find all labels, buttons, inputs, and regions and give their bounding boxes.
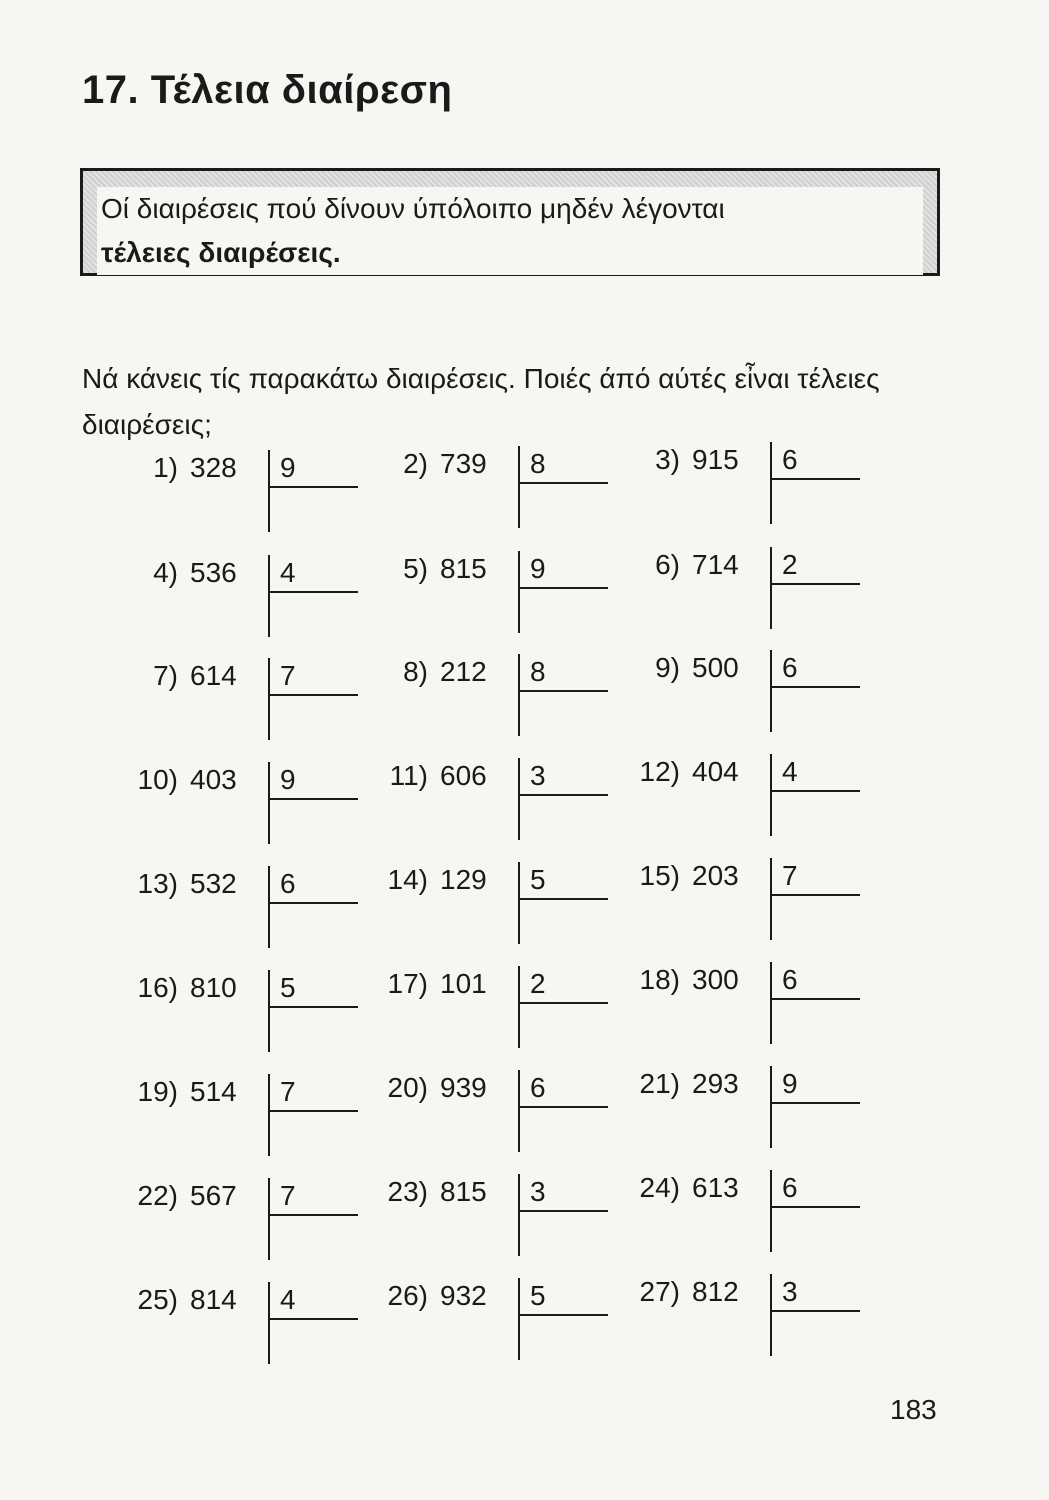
divisor: 4 — [280, 1284, 296, 1315]
division-vertical-line — [770, 1170, 772, 1252]
dividend: 500 — [692, 652, 739, 683]
exercise-number: 25) — [137, 1284, 178, 1315]
division-horizontal-line — [518, 1314, 608, 1316]
exercise-number: 11) — [389, 760, 428, 791]
divisor: 7 — [280, 1180, 296, 1211]
dividend: 293 — [692, 1068, 739, 1099]
division-vertical-line — [518, 1070, 520, 1152]
division-item — [128, 1074, 398, 1156]
dividend: 810 — [190, 972, 237, 1003]
dividend: 403 — [190, 764, 237, 795]
exercise-number: 14) — [387, 864, 428, 895]
division-item — [630, 442, 900, 524]
exercise-number: 12) — [639, 756, 680, 787]
division-horizontal-line — [518, 1106, 608, 1108]
division-vertical-line — [518, 1174, 520, 1256]
divisor: 4 — [782, 756, 798, 787]
division-vertical-line — [770, 1274, 772, 1356]
division-horizontal-line — [518, 587, 608, 589]
exercise-number: 17) — [387, 968, 428, 999]
division-vertical-line — [770, 650, 772, 732]
dividend: 129 — [440, 864, 487, 895]
division-vertical-line — [518, 654, 520, 736]
division-vertical-line — [770, 442, 772, 524]
division-horizontal-line — [268, 591, 358, 593]
division-horizontal-line — [518, 794, 608, 796]
divisor: 6 — [782, 964, 798, 995]
division-horizontal-line — [268, 1110, 358, 1112]
division-item — [630, 1274, 900, 1356]
division-item — [630, 962, 900, 1044]
division-horizontal-line — [268, 1318, 358, 1320]
division-horizontal-line — [770, 894, 860, 896]
division-item — [128, 1282, 398, 1364]
dividend: 328 — [190, 452, 237, 483]
dividend: 613 — [692, 1172, 739, 1203]
division-horizontal-line — [770, 686, 860, 688]
division-item — [630, 858, 900, 940]
dividend: 812 — [692, 1276, 739, 1307]
dividend: 536 — [190, 557, 237, 588]
division-vertical-line — [268, 1074, 270, 1156]
exercise-number: 7) — [153, 660, 178, 691]
division-horizontal-line — [268, 1006, 358, 1008]
dividend: 915 — [692, 444, 739, 475]
divisor: 2 — [782, 549, 798, 580]
page-number: 183 — [890, 1394, 937, 1425]
division-horizontal-line — [518, 690, 608, 692]
rule-sentence: Οί διαιρέσεις πού δίνουν ύπόλοιπο μηδέν λέγονται — [101, 193, 725, 224]
division-vertical-line — [770, 858, 772, 940]
exercise-number: 9) — [655, 652, 680, 683]
exercise-number: 27) — [639, 1276, 680, 1307]
dividend: 212 — [440, 656, 487, 687]
division-vertical-line — [268, 658, 270, 740]
exercise-number: 22) — [137, 1180, 178, 1211]
division-item — [128, 866, 398, 948]
divisor: 5 — [280, 972, 296, 1003]
division-item — [378, 966, 648, 1048]
exercise-number: 16) — [137, 972, 178, 1003]
dividend: 203 — [692, 860, 739, 891]
dividend: 815 — [440, 1176, 487, 1207]
divisor: 4 — [280, 557, 296, 588]
dividend: 101 — [440, 968, 487, 999]
exercise-number: 8) — [403, 656, 428, 687]
exercise-number: 1) — [153, 452, 178, 483]
divisor: 3 — [530, 760, 546, 791]
exercise-number: 19) — [137, 1076, 178, 1107]
division-horizontal-line — [268, 486, 358, 488]
dividend: 614 — [190, 660, 237, 691]
exercise-number: 26) — [387, 1280, 428, 1311]
dividend: 404 — [692, 756, 739, 787]
divisor: 6 — [782, 1172, 798, 1203]
division-vertical-line — [770, 754, 772, 836]
dividend: 300 — [692, 964, 739, 995]
division-horizontal-line — [770, 1206, 860, 1208]
division-item — [630, 1170, 900, 1252]
division-horizontal-line — [268, 902, 358, 904]
division-horizontal-line — [268, 694, 358, 696]
division-item — [128, 450, 398, 532]
divisor: 9 — [280, 452, 296, 483]
division-item — [378, 446, 648, 528]
division-vertical-line — [518, 551, 520, 633]
exercise-number: 23) — [387, 1176, 428, 1207]
exercise-instructions: Νά κάνεις τίς παρακάτω διαιρέσεις. Ποιές άπό αύτές εἶναι τέλειες διαιρέσεις; — [82, 363, 880, 440]
divisor: 7 — [280, 1076, 296, 1107]
division-horizontal-line — [268, 1214, 358, 1216]
division-item — [630, 547, 900, 629]
dividend: 606 — [440, 760, 487, 791]
rule-term: τέλειες διαιρέσεις. — [101, 237, 341, 268]
divisor: 6 — [530, 1072, 546, 1103]
divisor: 6 — [782, 652, 798, 683]
divisor: 5 — [530, 864, 546, 895]
dividend: 815 — [440, 553, 487, 584]
division-horizontal-line — [268, 798, 358, 800]
exercise-number: 21) — [639, 1068, 680, 1099]
exercise-number: 15) — [639, 860, 680, 891]
divisor: 7 — [280, 660, 296, 691]
division-vertical-line — [268, 450, 270, 532]
division-horizontal-line — [770, 478, 860, 480]
dividend: 714 — [692, 549, 739, 580]
division-item — [378, 551, 648, 633]
division-item — [630, 650, 900, 732]
division-item — [378, 1174, 648, 1256]
exercise-number: 6) — [655, 549, 680, 580]
division-vertical-line — [268, 555, 270, 637]
divisor: 3 — [530, 1176, 546, 1207]
divisor: 8 — [530, 656, 546, 687]
divisor: 6 — [280, 868, 296, 899]
division-item — [378, 862, 648, 944]
exercise-number: 2) — [403, 448, 428, 479]
division-vertical-line — [268, 1282, 270, 1364]
division-horizontal-line — [518, 482, 608, 484]
exercise-number: 5) — [403, 553, 428, 584]
division-vertical-line — [518, 966, 520, 1048]
dividend: 814 — [190, 1284, 237, 1315]
division-horizontal-line — [770, 998, 860, 1000]
divisor: 7 — [782, 860, 798, 891]
divisor: 9 — [782, 1068, 798, 1099]
page-title: 17. Τέλεια διαίρεση — [82, 68, 453, 112]
exercise-number: 18) — [639, 964, 680, 995]
division-item — [128, 1178, 398, 1260]
division-horizontal-line — [518, 1210, 608, 1212]
division-vertical-line — [518, 446, 520, 528]
rule-text — [97, 187, 923, 275]
dividend: 939 — [440, 1072, 487, 1103]
division-item — [128, 762, 398, 844]
division-item — [128, 658, 398, 740]
division-vertical-line — [518, 862, 520, 944]
exercise-number: 13) — [137, 868, 178, 899]
division-item — [128, 555, 398, 637]
division-horizontal-line — [518, 898, 608, 900]
dividend: 932 — [440, 1280, 487, 1311]
exercise-number: 24) — [639, 1172, 680, 1203]
divisor: 9 — [530, 553, 546, 584]
division-item — [378, 1278, 648, 1360]
dividend: 567 — [190, 1180, 237, 1211]
division-item — [378, 1070, 648, 1152]
division-item — [630, 754, 900, 836]
divisor: 8 — [530, 448, 546, 479]
division-vertical-line — [268, 762, 270, 844]
exercise-number: 10) — [137, 764, 178, 795]
division-item — [630, 1066, 900, 1148]
division-vertical-line — [770, 1066, 772, 1148]
division-item — [378, 654, 648, 736]
dividend: 739 — [440, 448, 487, 479]
exercise-number: 4) — [153, 557, 178, 588]
division-horizontal-line — [770, 1310, 860, 1312]
dividend: 514 — [190, 1076, 237, 1107]
divisor: 5 — [530, 1280, 546, 1311]
rule-box — [80, 168, 940, 276]
dividend: 532 — [190, 868, 237, 899]
divisor: 9 — [280, 764, 296, 795]
division-vertical-line — [770, 962, 772, 1044]
divisor: 3 — [782, 1276, 798, 1307]
exercise-number: 20) — [387, 1072, 428, 1103]
division-vertical-line — [268, 970, 270, 1052]
division-vertical-line — [518, 758, 520, 840]
division-vertical-line — [268, 1178, 270, 1260]
divisor: 6 — [782, 444, 798, 475]
division-horizontal-line — [518, 1002, 608, 1004]
division-vertical-line — [518, 1278, 520, 1360]
division-vertical-line — [268, 866, 270, 948]
exercise-number: 3) — [655, 444, 680, 475]
divisor: 2 — [530, 968, 546, 999]
division-item — [128, 970, 398, 1052]
division-horizontal-line — [770, 1102, 860, 1104]
division-vertical-line — [770, 547, 772, 629]
division-horizontal-line — [770, 790, 860, 792]
division-item — [378, 758, 648, 840]
division-horizontal-line — [770, 583, 860, 585]
